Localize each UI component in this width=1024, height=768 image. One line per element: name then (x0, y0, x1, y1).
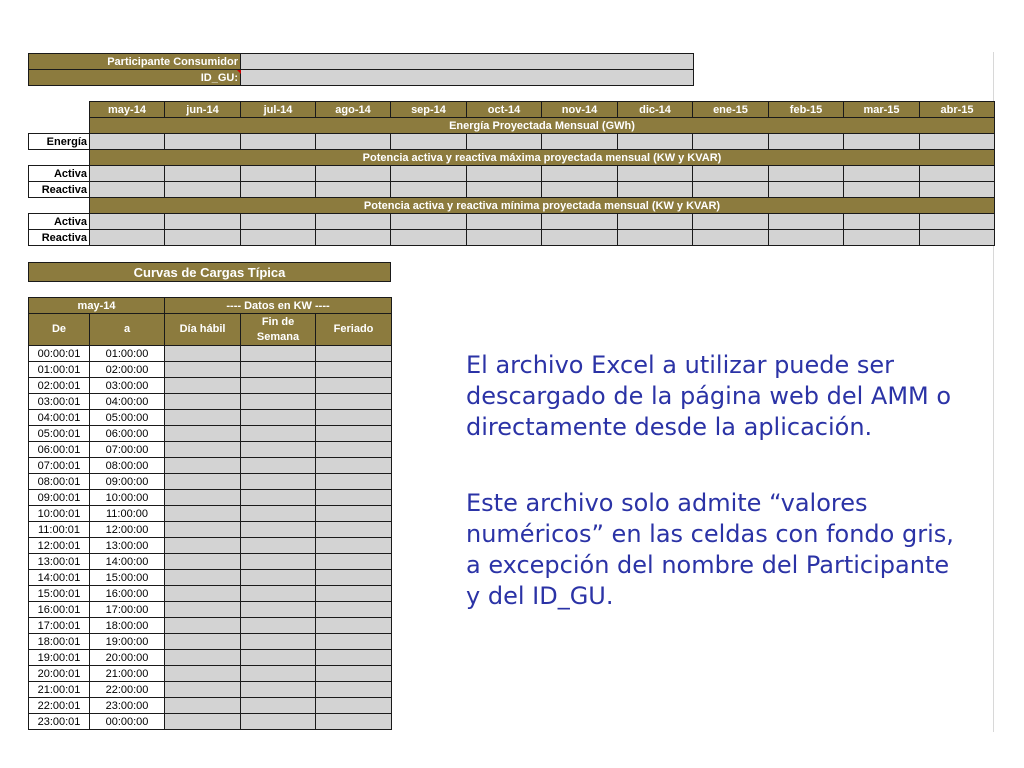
energy-cell-jun-14[interactable] (165, 134, 241, 150)
max-reactive-cell-feb-15[interactable] (769, 182, 844, 198)
fin-semana-input-cell[interactable] (241, 410, 316, 426)
dia-habil-input-cell[interactable] (165, 586, 241, 602)
max-power-title-row (29, 150, 995, 166)
month-header-oct-14: oct-14 (467, 102, 542, 118)
time-from-cell: 07:00:01 (29, 458, 90, 474)
curves-body (29, 346, 392, 730)
max-active-cell-dic-14[interactable] (618, 166, 693, 182)
fin-semana-input-cell[interactable] (241, 506, 316, 522)
fin-semana-input-cell[interactable] (241, 554, 316, 570)
time-to-cell: 06:00:00 (90, 426, 165, 442)
feriado-input-cell[interactable] (316, 426, 392, 442)
fin-semana-input-cell[interactable] (241, 602, 316, 618)
month-header-ago-14: ago-14 (316, 102, 391, 118)
table-row (29, 650, 392, 666)
table-row (29, 362, 392, 378)
curves-month: may-14 (29, 298, 165, 314)
min-reactive-cell-jul-14[interactable] (241, 230, 316, 246)
time-to-cell: 11:00:00 (90, 506, 165, 522)
min-active-cell-ene-15[interactable] (693, 214, 769, 230)
feriado-input-cell[interactable] (316, 666, 392, 682)
dia-habil-input-cell[interactable] (165, 554, 241, 570)
energy-section-title: Energía Proyectada Mensual (GWh) (90, 118, 995, 134)
time-from-cell: 11:00:01 (29, 522, 90, 538)
time-to-cell: 19:00:00 (90, 634, 165, 650)
time-from-cell: 00:00:01 (29, 346, 90, 362)
min-reactive-cell-nov-14[interactable] (542, 230, 618, 246)
time-from-cell: 19:00:01 (29, 650, 90, 666)
max-reactive-cell-dic-14[interactable] (618, 182, 693, 198)
min-reactive-cell-ene-15[interactable] (693, 230, 769, 246)
month-header-dic-14: dic-14 (618, 102, 693, 118)
curves-title: Curvas de Cargas Típica (29, 263, 391, 282)
min-active-cell-nov-14[interactable] (542, 214, 618, 230)
fin-semana-input-cell[interactable] (241, 442, 316, 458)
month-header-abr-15: abr-15 (920, 102, 995, 118)
feriado-input-cell[interactable] (316, 410, 392, 426)
col-header-fin-semana: Fin de Semana (241, 314, 316, 346)
feriado-input-cell[interactable] (316, 618, 392, 634)
dia-habil-input-cell[interactable] (165, 570, 241, 586)
min-active-cell-abr-15[interactable] (920, 214, 995, 230)
fin-semana-input-cell[interactable] (241, 362, 316, 378)
energy-cell-jul-14[interactable] (241, 134, 316, 150)
energy-cell-oct-14[interactable] (467, 134, 542, 150)
fin-semana-input-cell[interactable] (241, 378, 316, 394)
max-active-row (29, 166, 995, 182)
energy-cell-ene-15[interactable] (693, 134, 769, 150)
min-active-cell-oct-14[interactable] (467, 214, 542, 230)
dia-habil-input-cell[interactable] (165, 490, 241, 506)
dia-habil-input-cell[interactable] (165, 666, 241, 682)
fin-semana-input-cell[interactable] (241, 490, 316, 506)
time-to-cell: 03:00:00 (90, 378, 165, 394)
load-curves-table (28, 297, 392, 730)
time-from-cell: 17:00:01 (29, 618, 90, 634)
fin-semana-input-cell[interactable] (241, 346, 316, 362)
dia-habil-input-cell[interactable] (165, 346, 241, 362)
fin-semana-input-cell[interactable] (241, 666, 316, 682)
time-from-cell: 23:00:01 (29, 714, 90, 730)
time-to-cell: 23:00:00 (90, 698, 165, 714)
time-from-cell: 21:00:01 (29, 682, 90, 698)
time-to-cell: 18:00:00 (90, 618, 165, 634)
max-active-cell-jun-14[interactable] (165, 166, 241, 182)
energy-cell-mar-15[interactable] (844, 134, 920, 150)
table-row (29, 666, 392, 682)
feriado-input-cell[interactable] (316, 394, 392, 410)
id-gu-label: ID_GU: (29, 70, 241, 86)
time-from-cell: 01:00:01 (29, 362, 90, 378)
time-from-cell: 20:00:01 (29, 666, 90, 682)
time-from-cell: 03:00:01 (29, 394, 90, 410)
time-from-cell: 14:00:01 (29, 570, 90, 586)
max-power-section-title: Potencia activa y reactiva máxima proyectada mensual (KW y KVAR) (90, 150, 995, 166)
note-paragraph-numeric-values: Este archivo solo admite “valores numéricos” en las celdas con fondo gris, a excepción del nombre del Participante y del ID_GU. (466, 489, 954, 610)
id-gu-input-cell[interactable] (241, 70, 694, 86)
participante-label: Participante Consumidor (29, 54, 241, 70)
feriado-input-cell[interactable] (316, 714, 392, 730)
time-from-cell: 18:00:01 (29, 634, 90, 650)
time-to-cell: 07:00:00 (90, 442, 165, 458)
col-header-feriado: Feriado (316, 314, 392, 346)
time-from-cell: 22:00:01 (29, 698, 90, 714)
table-row (29, 570, 392, 586)
blank-cell (29, 198, 90, 214)
min-active-cell-mar-15[interactable] (844, 214, 920, 230)
dia-habil-input-cell[interactable] (165, 426, 241, 442)
table-row (29, 490, 392, 506)
dia-habil-input-cell[interactable] (165, 714, 241, 730)
monthly-projection-table (28, 101, 995, 246)
max-active-label: Activa (29, 166, 90, 182)
min-reactive-cell-jun-14[interactable] (165, 230, 241, 246)
min-reactive-cell-abr-15[interactable] (920, 230, 995, 246)
feriado-input-cell[interactable] (316, 346, 392, 362)
energy-cell-abr-15[interactable] (920, 134, 995, 150)
min-active-cell-sep-14[interactable] (391, 214, 467, 230)
table-row (29, 522, 392, 538)
feriado-input-cell[interactable] (316, 554, 392, 570)
feriado-input-cell[interactable] (316, 698, 392, 714)
corner-cell (29, 102, 90, 118)
table-row (29, 506, 392, 522)
min-active-cell-ago-14[interactable] (316, 214, 391, 230)
dia-habil-input-cell[interactable] (165, 474, 241, 490)
fin-semana-input-cell[interactable] (241, 698, 316, 714)
feriado-input-cell[interactable] (316, 538, 392, 554)
max-active-cell-feb-15[interactable] (769, 166, 844, 182)
max-reactive-cell-may-14[interactable] (90, 182, 165, 198)
time-to-cell: 17:00:00 (90, 602, 165, 618)
max-reactive-cell-ago-14[interactable] (316, 182, 391, 198)
min-power-title-row (29, 198, 995, 214)
dia-habil-input-cell[interactable] (165, 538, 241, 554)
table-row (29, 458, 392, 474)
time-to-cell: 04:00:00 (90, 394, 165, 410)
time-from-cell: 06:00:01 (29, 442, 90, 458)
dia-habil-input-cell[interactable] (165, 650, 241, 666)
table-row (29, 618, 392, 634)
time-from-cell: 04:00:01 (29, 410, 90, 426)
max-active-cell-mar-15[interactable] (844, 166, 920, 182)
min-reactive-cell-mar-15[interactable] (844, 230, 920, 246)
month-header-may-14: may-14 (90, 102, 165, 118)
time-from-cell: 08:00:01 (29, 474, 90, 490)
table-row (29, 586, 392, 602)
min-reactive-row (29, 230, 995, 246)
max-active-cell-abr-15[interactable] (920, 166, 995, 182)
table-row (29, 442, 392, 458)
min-power-section-title: Potencia activa y reactiva mínima proyectada mensual (KW y KVAR) (90, 198, 995, 214)
id-gu-row (29, 70, 694, 86)
energy-cell-nov-14[interactable] (542, 134, 618, 150)
col-header-de: De (29, 314, 90, 346)
min-active-cell-may-14[interactable] (90, 214, 165, 230)
blank-cell (29, 118, 90, 134)
dia-habil-input-cell[interactable] (165, 378, 241, 394)
fin-semana-input-cell[interactable] (241, 458, 316, 474)
dia-habil-input-cell[interactable] (165, 618, 241, 634)
comment-indicator-icon (237, 70, 241, 74)
time-to-cell: 02:00:00 (90, 362, 165, 378)
feriado-input-cell[interactable] (316, 602, 392, 618)
max-active-cell-may-14[interactable] (90, 166, 165, 182)
month-header-jun-14: jun-14 (165, 102, 241, 118)
time-from-cell: 15:00:01 (29, 586, 90, 602)
feriado-input-cell[interactable] (316, 522, 392, 538)
feriado-input-cell[interactable] (316, 490, 392, 506)
min-reactive-cell-feb-15[interactable] (769, 230, 844, 246)
fin-semana-input-cell[interactable] (241, 634, 316, 650)
feriado-input-cell[interactable] (316, 682, 392, 698)
max-active-cell-sep-14[interactable] (391, 166, 467, 182)
curves-month-row (29, 298, 392, 314)
time-to-cell: 16:00:00 (90, 586, 165, 602)
feriado-input-cell[interactable] (316, 458, 392, 474)
time-to-cell: 12:00:00 (90, 522, 165, 538)
table-row (29, 410, 392, 426)
feriado-input-cell[interactable] (316, 570, 392, 586)
month-header-ene-15: ene-15 (693, 102, 769, 118)
curves-title-table (28, 262, 391, 282)
time-to-cell: 05:00:00 (90, 410, 165, 426)
time-from-cell: 10:00:01 (29, 506, 90, 522)
min-reactive-cell-oct-14[interactable] (467, 230, 542, 246)
max-reactive-label: Reactiva (29, 182, 90, 198)
table-row (29, 698, 392, 714)
curves-data-label: ---- Datos en KW ---- (165, 298, 392, 314)
fin-semana-input-cell[interactable] (241, 682, 316, 698)
dia-habil-input-cell[interactable] (165, 458, 241, 474)
energy-cell-feb-15[interactable] (769, 134, 844, 150)
dia-habil-input-cell[interactable] (165, 394, 241, 410)
table-row (29, 554, 392, 570)
energy-title-row (29, 118, 995, 134)
time-to-cell: 01:00:00 (90, 346, 165, 362)
time-from-cell: 02:00:01 (29, 378, 90, 394)
dia-habil-input-cell[interactable] (165, 698, 241, 714)
fin-semana-input-cell[interactable] (241, 426, 316, 442)
fin-semana-input-cell[interactable] (241, 394, 316, 410)
min-reactive-cell-ago-14[interactable] (316, 230, 391, 246)
max-reactive-cell-abr-15[interactable] (920, 182, 995, 198)
participant-table (28, 53, 694, 86)
month-header-feb-15: feb-15 (769, 102, 844, 118)
max-reactive-cell-jul-14[interactable] (241, 182, 316, 198)
curves-column-header-row (29, 314, 392, 346)
time-to-cell: 10:00:00 (90, 490, 165, 506)
month-header-jul-14: jul-14 (241, 102, 316, 118)
max-reactive-cell-oct-14[interactable] (467, 182, 542, 198)
min-active-row (29, 214, 995, 230)
table-row (29, 394, 392, 410)
time-from-cell: 16:00:01 (29, 602, 90, 618)
table-row (29, 474, 392, 490)
time-to-cell: 08:00:00 (90, 458, 165, 474)
feriado-input-cell[interactable] (316, 634, 392, 650)
participante-input-cell[interactable] (241, 54, 694, 70)
max-reactive-cell-sep-14[interactable] (391, 182, 467, 198)
fin-semana-input-cell[interactable] (241, 474, 316, 490)
fin-semana-input-cell[interactable] (241, 570, 316, 586)
month-header-sep-14: sep-14 (391, 102, 467, 118)
min-reactive-label: Reactiva (29, 230, 90, 246)
table-row (29, 682, 392, 698)
min-reactive-cell-sep-14[interactable] (391, 230, 467, 246)
max-reactive-cell-jun-14[interactable] (165, 182, 241, 198)
note-paragraph-download: El archivo Excel a utilizar puede ser descargado de la página web del AMM o directamente desde la aplicación. (466, 351, 952, 441)
month-header-row (29, 102, 995, 118)
fin-semana-input-cell[interactable] (241, 618, 316, 634)
fin-semana-input-cell[interactable] (241, 586, 316, 602)
min-active-cell-jun-14[interactable] (165, 214, 241, 230)
energy-row-label: Energía (29, 134, 90, 150)
dia-habil-input-cell[interactable] (165, 522, 241, 538)
max-reactive-row (29, 182, 995, 198)
feriado-input-cell[interactable] (316, 506, 392, 522)
col-header-dia-habil: Día hábil (165, 314, 241, 346)
month-header-mar-15: mar-15 (844, 102, 920, 118)
min-active-cell-jul-14[interactable] (241, 214, 316, 230)
table-row (29, 378, 392, 394)
max-active-cell-jul-14[interactable] (241, 166, 316, 182)
time-from-cell: 09:00:01 (29, 490, 90, 506)
feriado-input-cell[interactable] (316, 378, 392, 394)
time-to-cell: 09:00:00 (90, 474, 165, 490)
table-row (29, 602, 392, 618)
time-to-cell: 22:00:00 (90, 682, 165, 698)
time-from-cell: 13:00:01 (29, 554, 90, 570)
min-active-cell-dic-14[interactable] (618, 214, 693, 230)
table-row (29, 426, 392, 442)
max-active-cell-ago-14[interactable] (316, 166, 391, 182)
feriado-input-cell[interactable] (316, 586, 392, 602)
dia-habil-input-cell[interactable] (165, 442, 241, 458)
col-header-a: a (90, 314, 165, 346)
feriado-input-cell[interactable] (316, 442, 392, 458)
energy-cell-sep-14[interactable] (391, 134, 467, 150)
max-reactive-cell-ene-15[interactable] (693, 182, 769, 198)
table-row (29, 714, 392, 730)
fin-semana-input-cell[interactable] (241, 522, 316, 538)
min-active-cell-feb-15[interactable] (769, 214, 844, 230)
max-active-cell-ene-15[interactable] (693, 166, 769, 182)
time-from-cell: 12:00:01 (29, 538, 90, 554)
feriado-input-cell[interactable] (316, 362, 392, 378)
table-row (29, 538, 392, 554)
max-active-cell-oct-14[interactable] (467, 166, 542, 182)
dia-habil-input-cell[interactable] (165, 506, 241, 522)
table-row (29, 634, 392, 650)
table-row (29, 346, 392, 362)
time-to-cell: 15:00:00 (90, 570, 165, 586)
month-header-nov-14: nov-14 (542, 102, 618, 118)
energy-cell-dic-14[interactable] (618, 134, 693, 150)
max-active-cell-nov-14[interactable] (542, 166, 618, 182)
time-to-cell: 13:00:00 (90, 538, 165, 554)
time-to-cell: 14:00:00 (90, 554, 165, 570)
min-reactive-cell-dic-14[interactable] (618, 230, 693, 246)
dia-habil-input-cell[interactable] (165, 602, 241, 618)
energy-row (29, 134, 995, 150)
dia-habil-input-cell[interactable] (165, 410, 241, 426)
min-reactive-cell-may-14[interactable] (90, 230, 165, 246)
fin-semana-input-cell[interactable] (241, 538, 316, 554)
time-to-cell: 00:00:00 (90, 714, 165, 730)
dia-habil-input-cell[interactable] (165, 634, 241, 650)
blank-cell (29, 150, 90, 166)
energy-cell-ago-14[interactable] (316, 134, 391, 150)
max-reactive-cell-mar-15[interactable] (844, 182, 920, 198)
time-to-cell: 20:00:00 (90, 650, 165, 666)
feriado-input-cell[interactable] (316, 650, 392, 666)
fin-semana-input-cell[interactable] (241, 714, 316, 730)
max-reactive-cell-nov-14[interactable] (542, 182, 618, 198)
dia-habil-input-cell[interactable] (165, 682, 241, 698)
dia-habil-input-cell[interactable] (165, 362, 241, 378)
time-to-cell: 21:00:00 (90, 666, 165, 682)
time-from-cell: 05:00:01 (29, 426, 90, 442)
fin-semana-input-cell[interactable] (241, 650, 316, 666)
min-active-label: Activa (29, 214, 90, 230)
participant-row (29, 54, 694, 70)
feriado-input-cell[interactable] (316, 474, 392, 490)
energy-cell-may-14[interactable] (90, 134, 165, 150)
